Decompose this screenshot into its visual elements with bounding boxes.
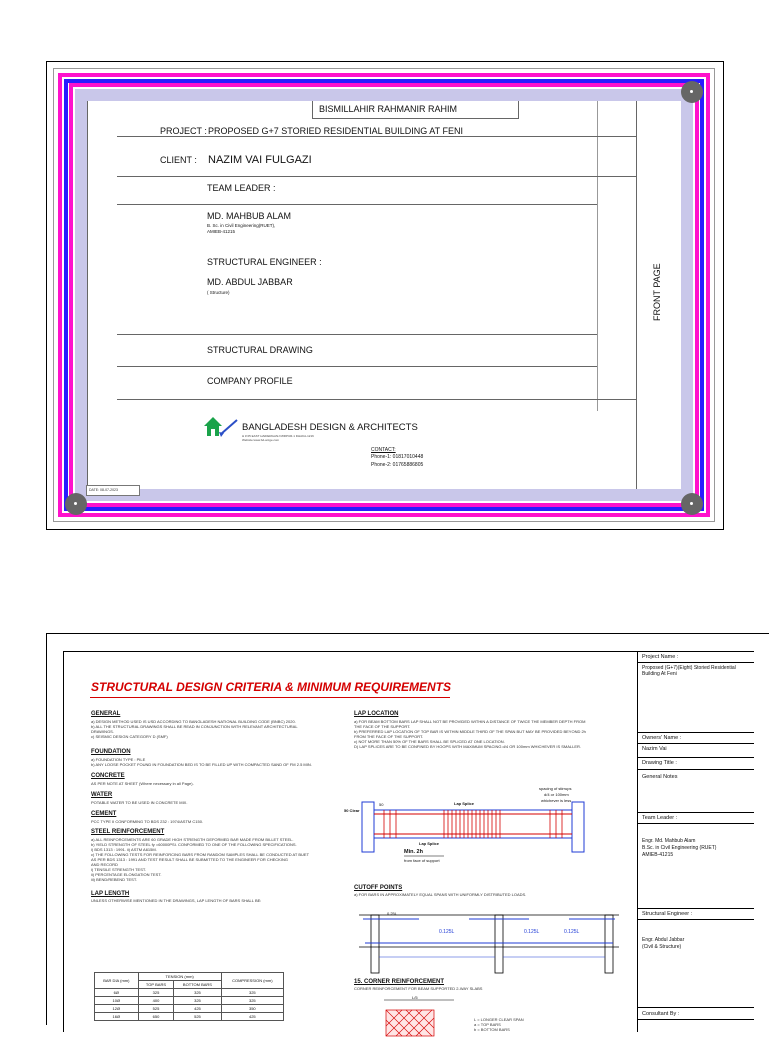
section-concrete-heading: CONCRETE [91,773,125,779]
table-cell: 325 [174,989,221,997]
cutoff-drawing [359,905,619,973]
table-header-row [95,973,284,981]
rule-structural-drawing [117,334,597,335]
client-label: CLIENT : [160,155,197,165]
corner-legend [474,1017,524,1032]
text-line: b) PREFERRED LAP LOCATION OF TOP BAR IS WITHIN MIDDLE THIRD OF THE SPAN BUT MAY BE PROVIDED BEYOND 2h [354,729,586,734]
left-border [87,101,88,489]
spacing-note-2: d/4 or 100mm [544,792,569,797]
tb-rule [638,662,754,663]
text-line: c) THE FOLLOWING TESTS FOR REINFORCING BARS FROM RANDOM SAMPLES SHALL BE CONDUCTED AT BUET [91,852,310,857]
table-cell: 325 [138,989,174,997]
criteria-sheet [46,633,769,1032]
spacing-note-3: whichever is less [541,798,572,803]
project-value: PROPOSED G+7 STORIED RESIDENTIAL BUILDING AT FENI [208,126,463,136]
side-divider [636,101,637,489]
structural-engineer-note: (Civil & Structure) [642,944,682,950]
team-leader-member: AMIEB-41215 [642,852,674,858]
tb-rule [638,908,754,909]
corner-text: CORNER REINFORCEMENT FOR BEAM SUPPORTED 2-WAY SLABS [354,986,483,991]
cutoff-section [354,885,624,897]
header-bar-dia: BAR DIA (mm) [95,973,139,989]
team-leader-member: AMIEB-41215 [207,229,236,234]
table-cell: 6Ø [95,989,139,997]
phone-1: Phone-1: 01817010448 [371,454,424,460]
section-lap-location-heading: LAP LOCATION [354,711,399,717]
table-cell: 650 [138,1013,174,1021]
tb-rule [638,769,754,770]
structural-drawing-label: STRUCTURAL DRAWING [207,345,313,355]
team-leader-degree: B.Sc. in Civil Engineering (RUET) [642,845,717,851]
header-bottom-bars: BOTTOM BARS [174,981,221,989]
table-cell: 325 [221,997,283,1005]
text-line: a) DESIGN METHOD USED IS USD ACCORDING TO BANGLADESH NATIONAL BUILDING CODE (BNBC) 2020. [91,719,296,724]
company-name: BANGLADESH DESIGN & ARCHITECTS [242,422,418,433]
phone-2: Phone-2: 01765886805 [371,462,424,468]
cutoff-text: a) FOR BARS IN APPROXIMATELY EQUAL SPANS WITH UNIFORMLY DISTRIBUTED LOADS. [354,892,527,897]
table-cell: 325 [221,989,283,997]
text-line: i) BDS 1313 : 1991. ii) ASTM A615M. [91,847,157,852]
tb-rule [638,812,754,813]
text-line: c) NOT MORE THAN 50% OF THE BARS SHALL BE SPLICED AT ONE LOCATION. [354,739,505,744]
rule-company [117,399,637,400]
table-row [95,997,284,1005]
header-compression: COMPRESSION (mm) [221,973,283,989]
rule-client [117,176,637,177]
table-cell: 325 [174,997,221,1005]
min-2h-label: Min. 2h [404,849,423,855]
tb-rule [638,743,754,744]
team-leader-label: Team Leader : [642,815,678,821]
text-line: b) ALL THE STRUCTURAL DRAWINGS SHALL BE READ IN CONJUNCTION WITH RELEVANT ARCHITECTURAL [91,724,298,729]
section-lap-length-heading: LAP LENGTH [91,891,130,897]
company-address: H # 05 EAST HAIDERGANJ MIRPUR-1 DHAKA-1216 [242,434,314,438]
corner-span-label: L/5 [412,995,418,1000]
text-line: a) ALL REINFORCEMENTS ARE 60 GRADE HIGH STRENGTH DEFORMED BAR MADE FROM BILLET STEEL. [91,837,294,842]
rule-drawing [117,366,597,367]
header-top-bars: TOP BARS [138,981,174,989]
table-cell: 16Ø [95,1013,139,1021]
tb-rule [638,823,754,824]
left-notes-column [91,711,341,903]
lap-splice-bottom-label: Lap Splice [419,841,440,846]
structural-engineer-heading: STRUCTURAL ENGINEER : [207,257,322,267]
text-line: ii) PERCENTAGE ELONGATION TEST. [91,872,162,877]
date-stamp-box [86,485,140,496]
table-cell: 425 [221,1013,283,1021]
company-logo [203,414,239,440]
criteria-inner-frame [63,651,754,1032]
consultant-label: Consultant By : [642,1011,680,1017]
tb-rule [638,919,754,920]
section-foundation-text [91,757,341,767]
text-line: DRAWINGS. [91,729,114,734]
team-leader-name: Engr. Md. Mahbub Alam [642,838,696,844]
front-page-sheet [46,61,724,530]
text-line: c) SEISMIC DESIGN CATEGORY D (SMF) [91,734,168,739]
legend-line: L = LONGER CLEAR SPAN [474,1017,524,1022]
table-row [95,1005,284,1013]
owner-label: Owners' Name : [642,735,682,741]
tb-rule [638,757,754,758]
corner-drawing [384,996,464,1036]
text-line: PCC TYPE II CONFORMING TO BDS 232 : 1974/ASTM C150. [91,819,204,824]
structural-engineer-name: Engr. Abdul Jabbar [642,937,685,943]
lap-splice-drawing [344,784,614,874]
lap-length-table [94,972,284,1021]
structural-engineer-label: Structural Engineer : [642,911,693,917]
text-line: UNLESS OTHERWISE MENTIONED IN THE DRAWINGS, LAP LENGTH OF BARS SHALL BE: [91,898,262,903]
lap-splice-top-label: Lap Splice [454,801,475,806]
table-row [95,989,284,997]
contact-heading: CONTACT: [371,447,396,453]
title-underline [90,697,450,698]
team-leader-name: MD. MAHBUB ALAM [207,211,292,221]
corner-heading: 15. CORNER REINFORCEMENT [354,979,445,985]
cutoff-heading: CUTOFF POINTS [354,885,403,891]
legend-line: b = BOTTOM BARS [474,1027,510,1032]
corner-diagram [384,996,464,1036]
section-steel-text [91,837,341,882]
title-block [638,652,754,1032]
text-line: POTABLE WATER TO BE USED IN CONCRETE MIX. [91,800,188,805]
table-row [95,1013,284,1021]
text-line: b) YIELD STRENGTH OF STEEL fy =60000PSI. CONFORMED TO ONE OF THE FOLLOWING SPECIFICATIONS. [91,842,297,847]
cutoff-diagram [359,905,619,973]
cutoff-label-c: 0.125L [564,929,580,935]
section-water-heading: WATER [91,792,113,798]
house-logo-icon [203,414,239,440]
date-stamp: DATE: 08-07-2023 [89,488,118,492]
section-general-heading: GENERAL [91,711,121,717]
text-line: AS PER NOTE AT SHEET (Where necessary in all Page). [91,781,194,786]
spacing-note-1: spacing of stirrups [539,786,572,791]
front-page-content [87,101,681,489]
cutoff-label-top: 0.25L [387,911,398,916]
company-profile-label: COMPANY PROFILE [207,376,293,386]
tb-rule [638,1019,754,1020]
text-line: D) LAP SPLICES ARE TO BE CONFINED BY HOOPS WITH MAXIMUM SPACING d/4 OR 100mm WHICHEVER IS SMALLER. [354,744,582,749]
bismillah-text: BISMILLAHIR RAHMANIR RAHIM [319,104,458,114]
client-value: NAZIM VAI FULGAZI [208,154,312,166]
section-lap-location-text [354,719,624,749]
team-leader-degree: B. Sc. in Civil Engineering(RUET), [207,223,276,228]
corner-marker-bottom-right [681,493,703,515]
section-general-text [91,719,341,739]
section-cement-heading: CEMENT [91,811,117,817]
text-line: i) TENSILE STRENGTH TEST. [91,867,146,872]
text-line: a) FOR BEAM BOTTOM BARS LAP SHALL NOT BE PROVIDED WITHIN A DISTANCE OF TWICE THE MEMBER DEPTH FROM [354,719,586,724]
corner-section [354,979,624,991]
table-cell: 12Ø [95,1005,139,1013]
tb-rule [638,732,754,733]
legend-line: a = TOP BARS [474,1022,501,1027]
structural-engineer-name: MD. ABDUL JABBAR [207,277,293,287]
project-name-value: Proposed (G+7)(Eight) Storied Residential Building At Feni [642,665,736,677]
text-line: AS PER BDS 1313 : 1991 AND TEST RESULT SHALL BE SUBMITTED TO THE ENGINEER FOR CHECKING [91,857,288,862]
header-tension: TENSION (mm) [138,973,221,981]
text-line: FROM THE FACE OF THE SUPPORT. [354,734,424,739]
rule-project [117,136,637,137]
section-foundation-heading: FOUNDATION [91,749,131,755]
text-line: a) FOUNDATION TYPE : PILE [91,757,146,762]
sheet-title: STRUCTURAL DESIGN CRITERIA & MINIMUM REQUIREMENTS [91,680,451,694]
project-label: PROJECT : [160,126,207,136]
table-cell: 10Ø [95,997,139,1005]
drawing-title-label: Drawing Title : [642,760,677,766]
cutoff-label-a: 0.125L [439,929,455,935]
side-divider-inner [597,101,598,411]
table-cell: 425 [174,1005,221,1013]
section-steel-heading: STEEL REINFORCEMENT [91,829,165,835]
lap-splice-diagram [344,784,614,874]
table-cell: 400 [138,997,174,1005]
corner-marker-bottom-left [65,493,87,515]
structural-engineer-note: ( Structure) [207,290,230,295]
company-web: Website:www.bd-arcge.com [242,438,280,442]
table-cell: 350 [221,1005,283,1013]
clear-label: 50 Clear [344,808,360,813]
right-notes-column [354,711,624,749]
side-title: FRONT PAGE [652,263,662,321]
text-line: b) ANY LOOSE POCKET FOUND IN FOUNDATION BED IS TO BE FILLED UP WITH COMPACTED SAND OF FM 2.5 MIN. [91,762,312,767]
tb-rule [638,1007,754,1008]
dim-label: 50 [379,802,384,807]
team-leader-heading: TEAM LEADER : [207,183,276,193]
project-name-label: Project Name : [642,654,679,660]
rule-team-leader [117,204,597,205]
corner-marker-top-right [681,81,703,103]
owner-value: Nazim Vai [642,746,667,752]
drawing-title-value: General Notes [642,774,678,780]
text-line: AND RECORD [91,862,118,867]
table-cell: 525 [138,1005,174,1013]
table-cell: 525 [174,1013,221,1021]
cutoff-label-b: 0.125L [524,929,540,935]
text-line: THE FACE OF THE SUPPORT. [354,724,411,729]
text-line: iii) BEND/REBEND TEST. [91,877,137,882]
from-face-label: from face of support [404,858,440,863]
